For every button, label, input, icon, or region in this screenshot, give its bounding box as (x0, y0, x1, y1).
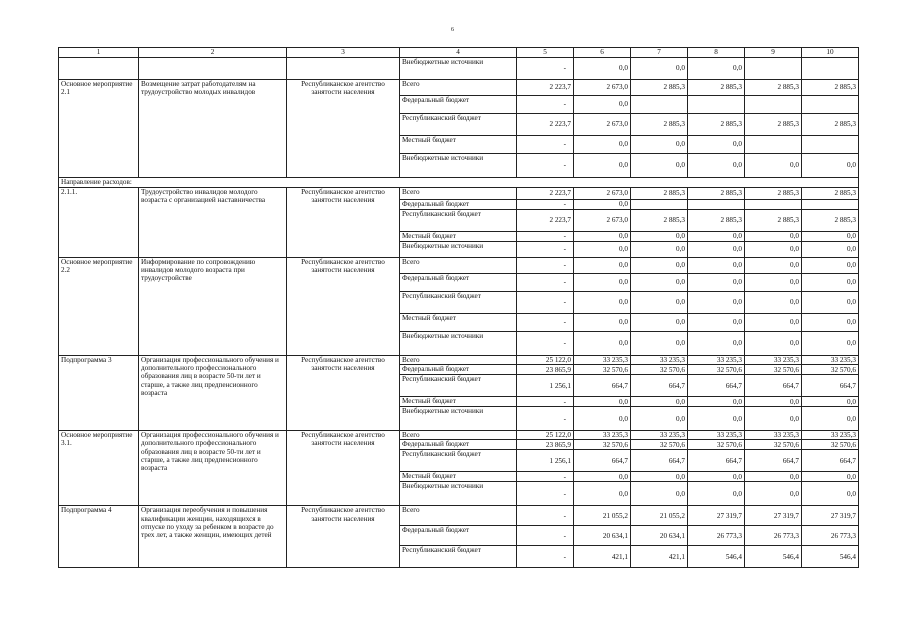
executor-cell: Республиканское агентство занятости населения (287, 506, 400, 568)
value-cell: 0,0 (631, 472, 688, 482)
value-cell: 0,0 (574, 314, 631, 332)
funding-source-cell: Всего (400, 258, 517, 274)
value-cell: 27 319,7 (688, 506, 745, 526)
value-cell: 21 055,2 (631, 506, 688, 526)
value-cell: 2 885,3 (802, 80, 859, 96)
funding-source-cell: Федеральный бюджет (400, 365, 517, 375)
value-cell: 0,0 (631, 407, 688, 431)
value-cell: 33 235,3 (631, 356, 688, 365)
value-cell: 0,0 (574, 96, 631, 114)
value-cell: 664,7 (745, 375, 802, 397)
value-cell: 1 256,1 (517, 375, 574, 397)
table-row (59, 80, 859, 96)
value-cell: 2 885,3 (802, 114, 859, 136)
value-cell: 0,0 (688, 154, 745, 178)
value-cell: 33 235,3 (631, 431, 688, 440)
measure-name-cell: Возмещение затрат работодателям на трудоустройство молодых инвалидов (139, 80, 287, 178)
value-cell: 20 634,1 (574, 526, 631, 546)
program-code-cell: Основное мероприятие 3.1. (59, 431, 139, 506)
table-row (59, 356, 859, 365)
value-cell: 0,0 (745, 154, 802, 178)
value-cell: 32 570,6 (688, 440, 745, 450)
budget-table (58, 47, 859, 568)
funding-source-cell: Местный бюджет (400, 397, 517, 407)
page-number: 6 (451, 27, 454, 33)
funding-source-cell: Внебюджетные источники (400, 242, 517, 258)
value-cell: 0,0 (631, 154, 688, 178)
column-header-row (59, 48, 859, 58)
executor-cell: Республиканское агентство занятости населения (287, 258, 400, 356)
value-cell: - (517, 232, 574, 242)
executor-cell (287, 58, 400, 80)
direction-row (59, 178, 859, 188)
funding-source-cell: Федеральный бюджет (400, 440, 517, 450)
value-cell: 2 673,0 (574, 80, 631, 96)
value-cell: 664,7 (574, 375, 631, 397)
value-cell: 0,0 (631, 482, 688, 506)
value-cell: 664,7 (688, 375, 745, 397)
value-cell: - (517, 274, 574, 292)
column-header: 10 (802, 48, 859, 58)
value-cell: 0,0 (802, 274, 859, 292)
value-cell: 0,0 (745, 472, 802, 482)
funding-source-cell: Республиканский бюджет (400, 375, 517, 397)
value-cell: 26 773,3 (802, 526, 859, 546)
value-cell: 33 235,3 (802, 356, 859, 365)
funding-source-cell: Внебюджетные источники (400, 58, 517, 80)
value-cell: - (517, 482, 574, 506)
value-cell: 664,7 (802, 375, 859, 397)
value-cell: 0,0 (688, 232, 745, 242)
value-cell: 0,0 (574, 242, 631, 258)
value-cell: - (517, 258, 574, 274)
value-cell: 32 570,6 (631, 440, 688, 450)
funding-source-cell: Внебюджетные источники (400, 407, 517, 431)
value-cell: 0,0 (802, 482, 859, 506)
value-cell: 664,7 (631, 375, 688, 397)
value-cell: 0,0 (802, 242, 859, 258)
value-cell: 25 122,0 (517, 431, 574, 440)
value-cell: 2 885,3 (745, 188, 802, 200)
value-cell: 2 223,7 (517, 210, 574, 232)
value-cell: 0,0 (574, 154, 631, 178)
value-cell: 2 885,3 (688, 188, 745, 200)
value-cell: 0,0 (574, 200, 631, 210)
value-cell: 0,0 (745, 232, 802, 242)
value-cell: - (517, 526, 574, 546)
value-cell: 2 885,3 (631, 188, 688, 200)
value-cell: 0,0 (688, 274, 745, 292)
funding-source-cell: Республиканский бюджет (400, 292, 517, 314)
value-cell: 0,0 (574, 232, 631, 242)
value-cell: 2 885,3 (802, 210, 859, 232)
value-cell: 0,0 (745, 274, 802, 292)
funding-source-cell: Республиканский бюджет (400, 546, 517, 568)
measure-name-cell: Трудоустройство инвалидов молодого возраста с организацией наставничества (139, 188, 287, 258)
value-cell: 0,0 (574, 292, 631, 314)
value-cell: 0,0 (574, 274, 631, 292)
value-cell: 0,0 (688, 472, 745, 482)
table-body (59, 48, 859, 568)
value-cell: 2 885,3 (688, 80, 745, 96)
value-cell: 0,0 (631, 232, 688, 242)
value-cell: 0,0 (574, 58, 631, 80)
value-cell: 0,0 (688, 292, 745, 314)
value-cell: 23 865,9 (517, 440, 574, 450)
value-cell (745, 96, 802, 114)
funding-source-cell: Всего (400, 506, 517, 526)
value-cell: - (517, 314, 574, 332)
program-code-cell: Подпрограмма 3 (59, 356, 139, 431)
funding-source-cell: Внебюджетные источники (400, 154, 517, 178)
value-cell: 2 885,3 (745, 80, 802, 96)
column-header: 8 (688, 48, 745, 58)
value-cell: 2 673,0 (574, 114, 631, 136)
value-cell (802, 96, 859, 114)
value-cell: 32 570,6 (574, 365, 631, 375)
value-cell (745, 58, 802, 80)
funding-source-cell: Республиканский бюджет (400, 450, 517, 472)
value-cell: - (517, 136, 574, 154)
value-cell: 0,0 (688, 258, 745, 274)
value-cell: 0,0 (574, 472, 631, 482)
value-cell: 32 570,6 (745, 365, 802, 375)
value-cell: 0,0 (802, 314, 859, 332)
value-cell: - (517, 397, 574, 407)
column-header: 5 (517, 48, 574, 58)
value-cell: 0,0 (802, 407, 859, 431)
column-header: 7 (631, 48, 688, 58)
value-cell: 0,0 (631, 397, 688, 407)
value-cell: 0,0 (574, 482, 631, 506)
executor-cell: Республиканское агентство занятости населения (287, 80, 400, 178)
value-cell: 33 235,3 (574, 356, 631, 365)
value-cell: 0,0 (688, 314, 745, 332)
value-cell: 2 885,3 (745, 210, 802, 232)
value-cell: 2 885,3 (631, 114, 688, 136)
value-cell (802, 58, 859, 80)
value-cell: 2 885,3 (631, 210, 688, 232)
column-header: 9 (745, 48, 802, 58)
value-cell: 0,0 (802, 472, 859, 482)
program-code-cell: Основное мероприятие 2.2 (59, 258, 139, 356)
table-row (59, 431, 859, 440)
measure-name-cell: Организация переобучения и повышения квалификации женщин, находящихся в отпуске по уходу за ребенком в возрасте до трех лет, а также женщин, имеющих детей (139, 506, 287, 568)
funding-source-cell: Федеральный бюджет (400, 526, 517, 546)
program-code-cell: Подпрограмма 4 (59, 506, 139, 568)
funding-source-cell: Всего (400, 188, 517, 200)
measure-name-cell (139, 58, 287, 80)
funding-source-cell: Республиканский бюджет (400, 114, 517, 136)
value-cell: 2 223,7 (517, 114, 574, 136)
funding-source-cell: Республиканский бюджет (400, 210, 517, 232)
table-row (59, 58, 859, 80)
value-cell: 2 223,7 (517, 80, 574, 96)
column-header: 6 (574, 48, 631, 58)
value-cell: 0,0 (745, 242, 802, 258)
table-row (59, 258, 859, 274)
column-header: 3 (287, 48, 400, 58)
funding-source-cell: Местный бюджет (400, 472, 517, 482)
value-cell: 32 570,6 (802, 440, 859, 450)
value-cell (631, 200, 688, 210)
funding-source-cell: Федеральный бюджет (400, 96, 517, 114)
executor-cell: Республиканское агентство занятости населения (287, 188, 400, 258)
program-code-cell (59, 58, 139, 80)
program-code-cell: Основное мероприятие 2.1 (59, 80, 139, 178)
funding-source-cell: Федеральный бюджет (400, 200, 517, 210)
value-cell: 0,0 (802, 292, 859, 314)
value-cell: 0,0 (631, 136, 688, 154)
value-cell: - (517, 154, 574, 178)
measure-name-cell: Информирование по сопровождению инвалидов молодого возраста при трудоустройстве (139, 258, 287, 356)
value-cell: 0,0 (631, 258, 688, 274)
value-cell: 546,4 (745, 546, 802, 568)
value-cell: 546,4 (802, 546, 859, 568)
value-cell (688, 200, 745, 210)
value-cell: 32 570,6 (688, 365, 745, 375)
value-cell: - (517, 407, 574, 431)
value-cell: 0,0 (688, 58, 745, 80)
value-cell: 0,0 (745, 332, 802, 356)
value-cell: 0,0 (574, 397, 631, 407)
value-cell: 0,0 (688, 332, 745, 356)
column-header: 4 (400, 48, 517, 58)
value-cell: 0,0 (802, 232, 859, 242)
value-cell: 0,0 (631, 314, 688, 332)
value-cell (745, 136, 802, 154)
measure-name-cell: Организация профессионального обучения и дополнительного профессионального образования лиц в возрасте 50-ти лет и старше, а также лиц предпенсионного возраста (139, 431, 287, 506)
program-code-cell: 2.1.1. (59, 188, 139, 258)
executor-cell: Республиканское агентство занятости населения (287, 356, 400, 431)
executor-cell: Республиканское агентство занятости населения (287, 431, 400, 506)
value-cell: 0,0 (574, 258, 631, 274)
value-cell: 0,0 (745, 397, 802, 407)
value-cell: 33 235,3 (802, 431, 859, 440)
value-cell: 0,0 (688, 397, 745, 407)
value-cell: 25 122,0 (517, 356, 574, 365)
value-cell: 2 673,0 (574, 188, 631, 200)
value-cell: 0,0 (802, 332, 859, 356)
value-cell: 0,0 (802, 154, 859, 178)
measure-name-cell: Организация профессионального обучения и дополнительного профессионального образования лиц в возрасте 50-ти лет и старше, а также лиц предпенсионного возраста (139, 356, 287, 431)
table-row (59, 506, 859, 526)
value-cell: 0,0 (574, 332, 631, 356)
value-cell: 2 885,3 (688, 114, 745, 136)
value-cell: 664,7 (802, 450, 859, 472)
value-cell: 0,0 (802, 258, 859, 274)
value-cell: 26 773,3 (745, 526, 802, 546)
funding-source-cell: Всего (400, 356, 517, 365)
value-cell: 0,0 (574, 136, 631, 154)
funding-source-cell: Федеральный бюджет (400, 274, 517, 292)
value-cell (631, 96, 688, 114)
value-cell: - (517, 472, 574, 482)
value-cell: 1 256,1 (517, 450, 574, 472)
value-cell: 0,0 (745, 482, 802, 506)
value-cell: 0,0 (688, 407, 745, 431)
value-cell: 0,0 (631, 274, 688, 292)
value-cell: 0,0 (688, 242, 745, 258)
value-cell: - (517, 242, 574, 258)
value-cell: 33 235,3 (745, 356, 802, 365)
value-cell: 0,0 (745, 258, 802, 274)
value-cell (688, 96, 745, 114)
funding-source-cell: Всего (400, 80, 517, 96)
value-cell: 27 319,7 (745, 506, 802, 526)
value-cell: - (517, 332, 574, 356)
value-cell: 0,0 (631, 242, 688, 258)
value-cell: - (517, 546, 574, 568)
value-cell: 421,1 (574, 546, 631, 568)
value-cell: - (517, 58, 574, 80)
value-cell: 0,0 (688, 136, 745, 154)
value-cell: 0,0 (688, 482, 745, 506)
value-cell: 664,7 (631, 450, 688, 472)
value-cell: 2 885,3 (688, 210, 745, 232)
value-cell: 0,0 (631, 332, 688, 356)
value-cell: - (517, 292, 574, 314)
value-cell: 546,4 (688, 546, 745, 568)
value-cell: 0,0 (745, 407, 802, 431)
value-cell: 2 885,3 (631, 80, 688, 96)
funding-source-cell: Местный бюджет (400, 232, 517, 242)
value-cell: 33 235,3 (745, 431, 802, 440)
value-cell (802, 200, 859, 210)
value-cell: 421,1 (631, 546, 688, 568)
funding-source-cell: Местный бюджет (400, 136, 517, 154)
value-cell: 0,0 (745, 314, 802, 332)
funding-source-cell: Внебюджетные источники (400, 332, 517, 356)
column-header: 2 (139, 48, 287, 58)
value-cell: 33 235,3 (574, 431, 631, 440)
funding-source-cell: Внебюджетные источники (400, 482, 517, 506)
value-cell: 2 885,3 (802, 188, 859, 200)
value-cell: 32 570,6 (574, 440, 631, 450)
value-cell: - (517, 200, 574, 210)
value-cell: 20 634,1 (631, 526, 688, 546)
value-cell: 33 235,3 (688, 431, 745, 440)
value-cell: 0,0 (631, 58, 688, 80)
funding-source-cell: Местный бюджет (400, 314, 517, 332)
funding-source-cell: Всего (400, 431, 517, 440)
value-cell: 27 319,7 (802, 506, 859, 526)
value-cell: 0,0 (802, 397, 859, 407)
value-cell: 32 570,6 (802, 365, 859, 375)
value-cell: - (517, 506, 574, 526)
value-cell: 2 673,0 (574, 210, 631, 232)
value-cell: 23 865,9 (517, 365, 574, 375)
value-cell: 664,7 (745, 450, 802, 472)
value-cell (745, 200, 802, 210)
value-cell: 21 055,2 (574, 506, 631, 526)
value-cell: 664,7 (574, 450, 631, 472)
value-cell: 32 570,6 (631, 365, 688, 375)
value-cell: 0,0 (745, 292, 802, 314)
value-cell: 32 570,6 (745, 440, 802, 450)
value-cell: 33 235,3 (688, 356, 745, 365)
value-cell: 0,0 (631, 292, 688, 314)
table-row (59, 188, 859, 200)
value-cell: 2 223,7 (517, 188, 574, 200)
direction-label: Направление расходов: (59, 178, 859, 188)
value-cell: 0,0 (574, 407, 631, 431)
value-cell: 26 773,3 (688, 526, 745, 546)
value-cell (802, 136, 859, 154)
value-cell: 664,7 (688, 450, 745, 472)
value-cell: - (517, 96, 574, 114)
value-cell: 2 885,3 (745, 114, 802, 136)
column-header: 1 (59, 48, 139, 58)
